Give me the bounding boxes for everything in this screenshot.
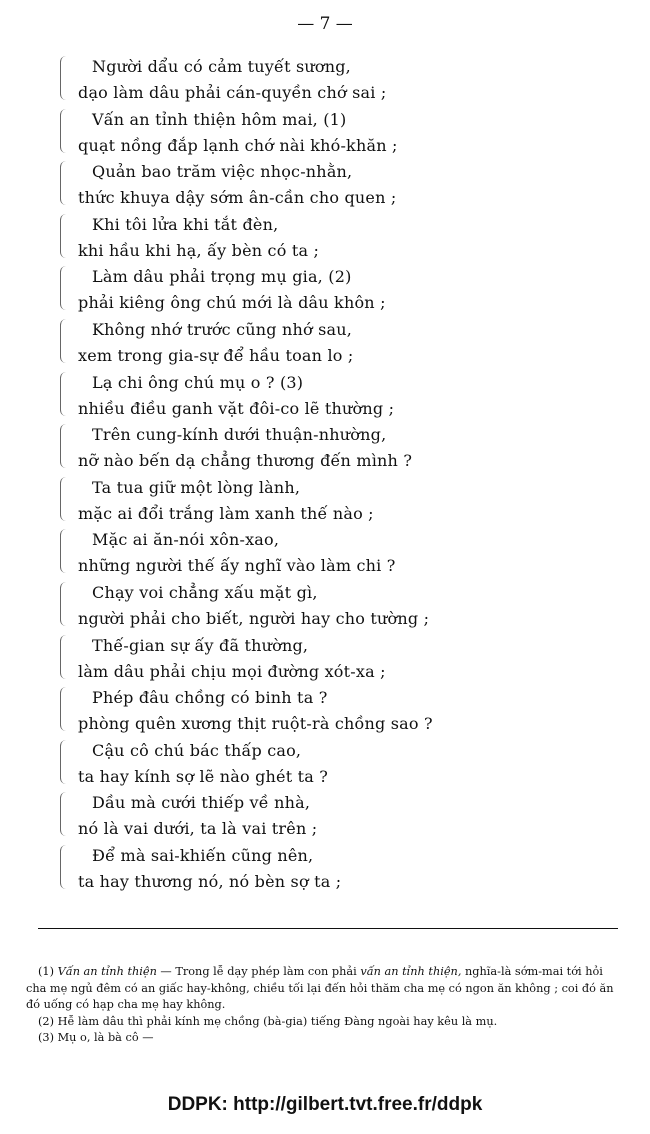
- couplet-brace: [60, 319, 69, 363]
- couplet: [60, 264, 620, 317]
- couplet-brace: [60, 740, 69, 784]
- verse-line-six: Lạ chi ông chú mụ o ? (3): [92, 372, 304, 392]
- footnote-divider: [38, 928, 618, 929]
- couplet-brace: [60, 266, 69, 310]
- couplet: [60, 317, 620, 370]
- verse-line-eight: phòng quên xương thịt ruột-rà chồng sao ?: [78, 714, 433, 734]
- verse-line-eight: nhiều điều ganh vặt đôi-co lẽ thường ;: [78, 398, 395, 418]
- poem-body: [60, 54, 620, 896]
- verse-line-six: Vấn an tỉnh thiện hôm mai, (1): [92, 109, 347, 129]
- couplet-brace: [60, 792, 69, 836]
- verse-line-six: Khi tôi lửa khi tắt đèn,: [92, 214, 279, 234]
- verse-line-eight: nỡ nào bến dạ chẳng thương đến mình ?: [78, 451, 413, 471]
- verse-line-eight: nó là vai dưới, ta là vai trên ;: [78, 819, 318, 839]
- verse-line-six: Phép đâu chồng có binh ta ?: [92, 688, 328, 708]
- couplet: [60, 475, 620, 528]
- verse-line-six: Cậu cô chú bác thấp cao,: [92, 740, 302, 760]
- couplet-brace: [60, 214, 69, 258]
- footnote-3: (3) Mụ o, là bà cô —: [38, 1031, 154, 1044]
- footnote-1-term-2: vấn an tỉnh thiện,: [360, 965, 462, 978]
- verse-line-six: Quản bao trăm việc nhọc-nhằn,: [92, 162, 353, 182]
- verse-line-six: Ta tua giữ một lòng lành,: [92, 477, 301, 497]
- couplet-brace: [60, 372, 69, 416]
- couplet-brace: [60, 529, 69, 573]
- verse-line-six: Mặc ai ăn-nói xôn-xao,: [92, 530, 280, 550]
- couplet-brace: [60, 582, 69, 626]
- verse-line-six: Người dẩu có cảm tuyết sương,: [92, 57, 351, 76]
- couplet-brace: [60, 424, 69, 468]
- couplet: [60, 212, 620, 265]
- verse-line-six: Thế-gian sự ấy đã thường,: [92, 635, 309, 655]
- verse-line-eight: dạo làm dâu phải cán-quyền chớ sai ;: [78, 83, 387, 102]
- verse-line-eight: những người thế ấy nghĩ vào làm chi ?: [78, 556, 396, 576]
- verse-line-eight: mặc ai đổi trắng làm xanh thế nào ;: [78, 503, 374, 523]
- couplet: [60, 738, 620, 791]
- couplet: [60, 790, 620, 843]
- couplet: [60, 107, 620, 160]
- verse-line-eight: thức khuya dậy sớm ân-cần cho quen ;: [78, 188, 397, 208]
- couplet-brace: [60, 477, 69, 521]
- verse-line-six: Làm dâu phải trọng mụ gia, (2): [92, 267, 352, 287]
- couplet-brace: [60, 845, 69, 889]
- couplet: [60, 580, 620, 633]
- verse-line-six: Dầu mà cưới thiếp về nhà,: [92, 793, 311, 813]
- footnote-1-text-b: nghĩa-là sớm-mai tới hỏi cha mẹ ngủ đêm có an giấc hay-không, chiều tối lại đến hỏi thăm cha mẹ có ngon ăn không ; coi đó ăn đó uống có hạp cha mẹ hay không.: [26, 965, 614, 1011]
- footnotes: [26, 964, 626, 1047]
- couplet: [60, 54, 620, 107]
- page-number: — 7 —: [297, 14, 353, 34]
- verse-line-six: Để mà sai-khiến cũng nên,: [92, 845, 314, 865]
- couplet-brace: [60, 687, 69, 731]
- footnote-1-text-a: — Trong lễ dạy phép làm con phải: [156, 965, 361, 978]
- footnote-1-number: (1): [38, 965, 55, 978]
- verse-line-eight: ta hay kính sợ lẽ nào ghét ta ?: [78, 766, 329, 786]
- couplet-brace: [60, 161, 69, 205]
- couplet: [60, 159, 620, 212]
- source-link[interactable]: DDPK: http://gilbert.tvt.free.fr/ddpk: [167, 1094, 483, 1115]
- verse-line-six: Không nhớ trước cũng nhớ sau,: [92, 319, 353, 339]
- verse-line-eight: người phải cho biết, người hay cho tường ;: [78, 608, 430, 628]
- couplet: [60, 527, 620, 580]
- footnote-2: (2) Hễ làm dâu thì phải kính mẹ chồng (bà-gia) tiếng Đàng ngoài hay kêu là mụ.: [38, 1014, 498, 1028]
- couplet: [60, 633, 620, 686]
- couplet: [60, 422, 620, 475]
- verse-line-eight: ta hay thương nó, nó bèn sợ ta ;: [78, 871, 342, 891]
- footnote-1: [26, 964, 626, 1014]
- couplet: [60, 685, 620, 738]
- verse-line-eight: phải kiêng ông chú mới là dâu khôn ;: [78, 293, 386, 313]
- couplet: [60, 843, 620, 896]
- verse-line-eight: quạt nồng đắp lạnh chớ nài khó-khăn ;: [78, 135, 398, 155]
- verse-line-eight: xem trong gia-sự để hầu toan lo ;: [78, 345, 354, 365]
- couplet-brace: [60, 109, 69, 153]
- couplet: [60, 370, 620, 423]
- verse-line-eight: khi hầu khi hạ, ấy bèn có ta ;: [78, 240, 320, 260]
- verse-line-six: Chạy voi chẳng xấu mặt gì,: [92, 582, 318, 602]
- verse-line-eight: làm dâu phải chịu mọi đường xót-xa ;: [78, 661, 386, 681]
- couplet-brace: [60, 635, 69, 679]
- verse-line-six: Trên cung-kính dưới thuận-nhường,: [92, 425, 387, 445]
- couplet-brace: [60, 56, 69, 100]
- footnote-1-term: Vấn an tỉnh thiện: [57, 965, 157, 978]
